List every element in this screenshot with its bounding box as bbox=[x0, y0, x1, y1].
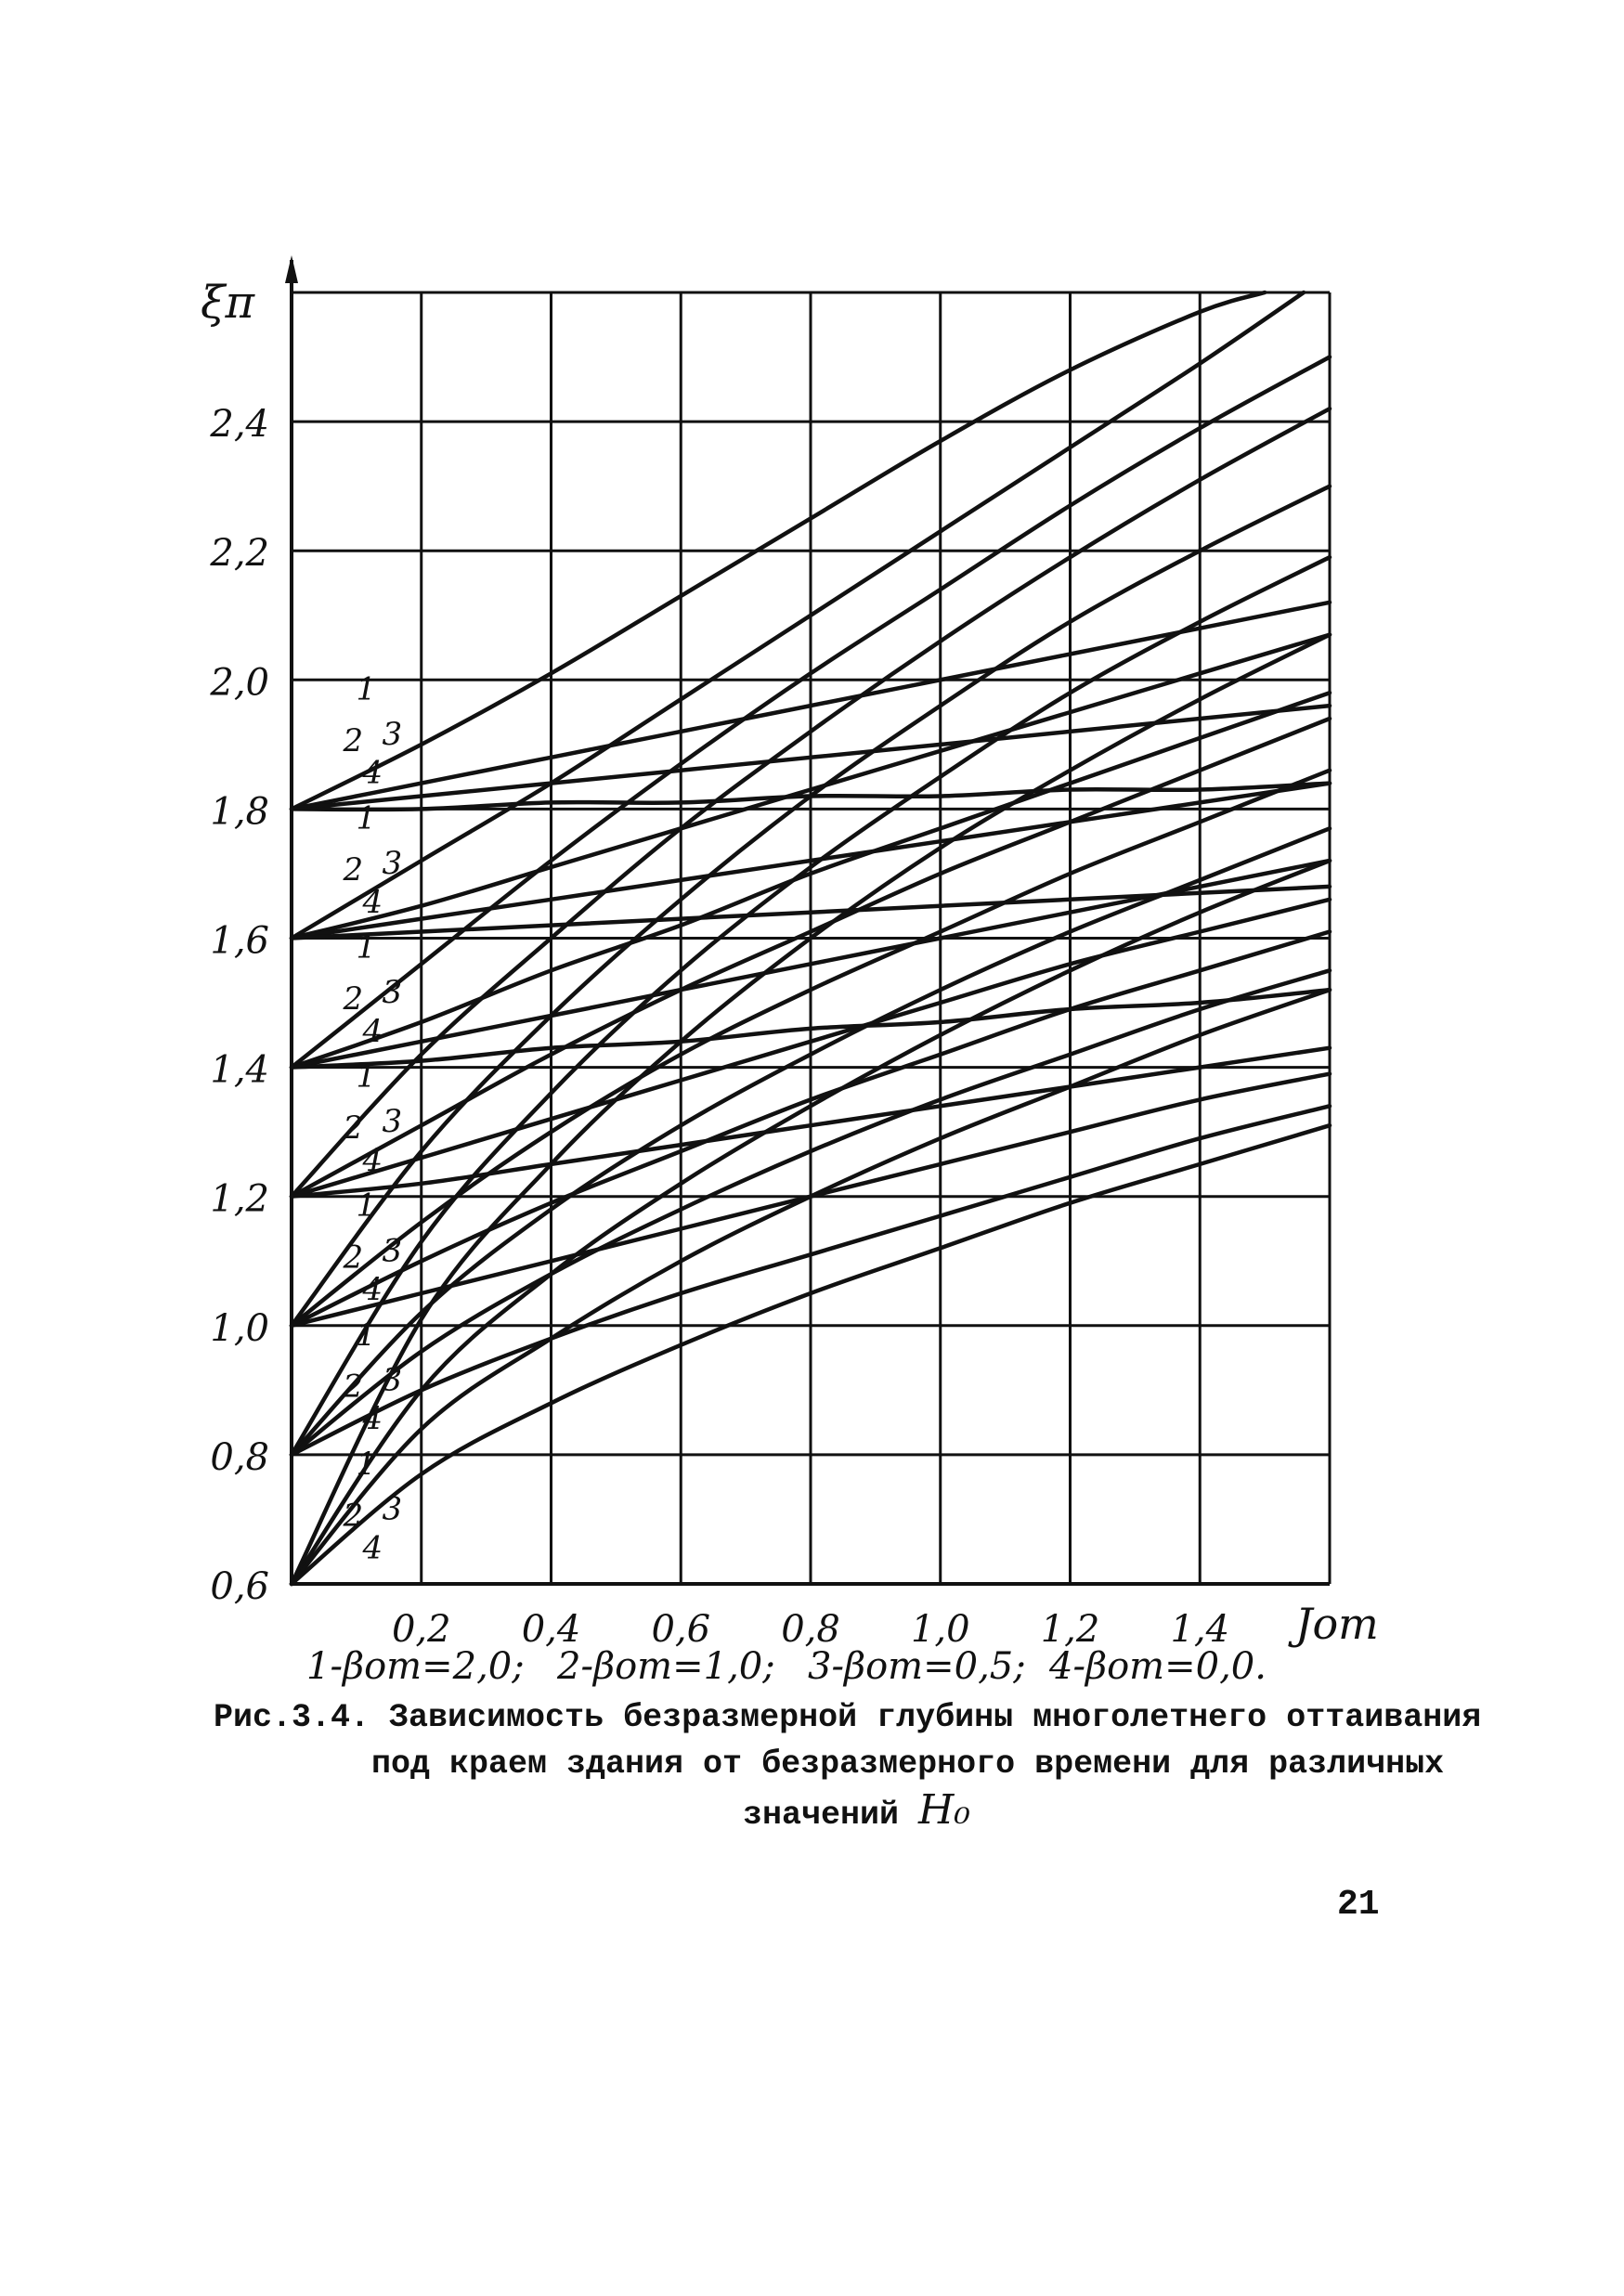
page-number: 21 bbox=[1337, 1885, 1380, 1925]
x-tick-label: 0,2 bbox=[391, 1608, 451, 1651]
caption-line-1: Рис.3.4. Зависимость безразмерной глубины многолетнего оттаивания bbox=[214, 1699, 1482, 1736]
curve-number-label-2: 2 bbox=[343, 1109, 364, 1148]
curve-number-label-1: 1 bbox=[356, 928, 377, 966]
curve-number-label-1: 1 bbox=[356, 799, 377, 837]
axes bbox=[285, 255, 1330, 1584]
curve-number-label-1: 1 bbox=[356, 1445, 377, 1483]
curve-number-label-3: 3 bbox=[382, 845, 403, 883]
curve-number-label-1: 1 bbox=[356, 670, 377, 708]
x-tick-label: 0,6 bbox=[651, 1608, 711, 1651]
y-tick-label: 2,0 bbox=[210, 661, 269, 705]
y-tick-label: 1,6 bbox=[210, 919, 269, 963]
legend-item-2: 2-βот=1,0; bbox=[557, 1645, 775, 1688]
x-axis-label: Jот bbox=[1295, 1599, 1379, 1649]
curve-number-label-2: 2 bbox=[343, 721, 364, 759]
curve-number-label-4: 4 bbox=[362, 883, 383, 921]
curve-number-label-2: 2 bbox=[343, 850, 364, 889]
curve-number-label-3: 3 bbox=[382, 1361, 403, 1399]
legend-item-1: 1-βот=2,0; bbox=[306, 1645, 525, 1688]
y-tick-label: 1,8 bbox=[210, 790, 269, 834]
y-axis-arrow bbox=[285, 255, 298, 283]
curve-number-label-4: 4 bbox=[362, 1271, 383, 1309]
curve-number-label-1: 1 bbox=[356, 1057, 377, 1096]
figure-caption bbox=[214, 1694, 1482, 1838]
y-tick-label: 1,4 bbox=[210, 1048, 269, 1092]
curve-number-label-2: 2 bbox=[343, 1497, 364, 1535]
x-tick-label: 0,4 bbox=[521, 1608, 581, 1651]
x-tick-label: 1,4 bbox=[1170, 1608, 1230, 1651]
y-tick-label: 0,6 bbox=[210, 1565, 269, 1608]
curve-number-label-1: 1 bbox=[356, 1187, 377, 1225]
y-tick-label: 2,4 bbox=[210, 403, 269, 447]
x-tick-label: 0,8 bbox=[781, 1608, 840, 1651]
curve-number-label-4: 4 bbox=[362, 1529, 383, 1567]
curve-number-label-4: 4 bbox=[362, 754, 383, 792]
curve-number-label-2: 2 bbox=[343, 1239, 364, 1277]
y-axis-label: ξπ bbox=[201, 277, 254, 329]
caption-line-2: под краем здания от безразмерного времени для различных bbox=[371, 1745, 1445, 1783]
curve-number-label-3: 3 bbox=[382, 1490, 403, 1528]
y-tick-label: 0,8 bbox=[210, 1435, 269, 1479]
curve-number-label-3: 3 bbox=[382, 1103, 403, 1141]
curve-number-label-2: 2 bbox=[343, 1368, 364, 1406]
curve-number-label-2: 2 bbox=[343, 980, 364, 1018]
curve-number-label-3: 3 bbox=[382, 715, 403, 753]
y-tick-label: 1,2 bbox=[210, 1177, 269, 1221]
y-tick-label: 1,0 bbox=[210, 1306, 269, 1350]
curve-number-label-1: 1 bbox=[356, 1316, 377, 1354]
curve-number-label-4: 4 bbox=[362, 1141, 383, 1179]
curve-number-label-4: 4 bbox=[362, 1012, 383, 1050]
legend-item-4: 4-βот=0,0. bbox=[1049, 1645, 1267, 1688]
x-tick-label: 1,0 bbox=[910, 1608, 970, 1651]
curve-number-label-3: 3 bbox=[382, 974, 403, 1012]
curve-number-label-3: 3 bbox=[382, 1232, 403, 1270]
x-tick-label: 1,2 bbox=[1040, 1608, 1100, 1651]
caption-symbol: H₀ bbox=[918, 1786, 971, 1834]
caption-line-3 bbox=[214, 1787, 1374, 1838]
y-tick-label: 2,2 bbox=[210, 532, 269, 576]
legend-item-3: 3-βот=0,5; bbox=[808, 1645, 1026, 1688]
curve-number-label-4: 4 bbox=[362, 1400, 383, 1438]
legend bbox=[306, 1645, 1267, 1688]
caption-line-3-text: значений bbox=[743, 1797, 900, 1834]
